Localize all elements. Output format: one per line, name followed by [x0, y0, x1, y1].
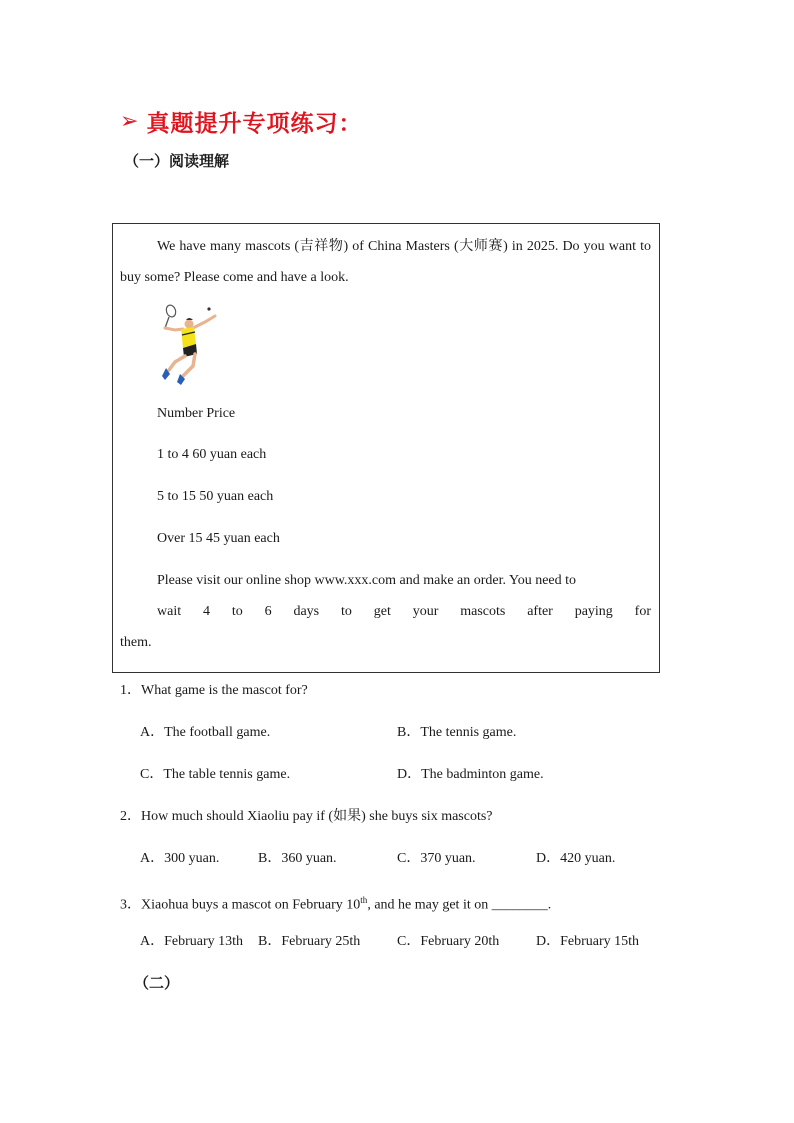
price-row: 5 to 15 50 yuan each: [157, 489, 274, 504]
question-3-option-a[interactable]: A．February 13th: [140, 934, 244, 949]
price-row: Over 15 45 yuan each: [157, 531, 280, 546]
intro-line-1: We have many mascots (吉祥物) of China Masters (大师赛) in 2025. Do: [157, 239, 580, 254]
question-3-option-c[interactable]: C．February 20th: [397, 934, 500, 949]
section-heading: [120, 105, 362, 138]
question-2-option-d[interactable]: D．420 yuan.: [536, 851, 616, 866]
price-table-header: Number Price: [157, 406, 236, 421]
ordinal-suffix: th: [360, 895, 368, 905]
question-2-option-a[interactable]: A．300 yuan.: [140, 851, 220, 866]
question-3-stem: [120, 890, 551, 916]
outro-line-3: them.: [120, 635, 152, 650]
reading-passage-box: [112, 223, 660, 673]
next-section-label: （二）: [134, 974, 180, 992]
question-1-option-b[interactable]: B．The tennis game.: [397, 725, 517, 740]
question-2-stem: 2．How much should Xiaoliu pay if (如果) she buys six mascots?: [120, 809, 493, 824]
question-3-option-d[interactable]: D．February 15th: [536, 934, 640, 949]
question-1-option-d[interactable]: D．The badminton game.: [397, 767, 544, 782]
badminton-player-icon: [153, 304, 223, 386]
question-2-option-b[interactable]: B．360 yuan.: [258, 851, 337, 866]
outro-line-1: Please visit our online shop www.xxx.com and make an order. You need to: [157, 573, 577, 588]
question-3-stem-text: 3．Xiaohua buys a mascot on February 10: [120, 897, 361, 913]
intro-line-2: you want to buy some? Please come and have a look.: [120, 239, 651, 285]
passage-intro: [120, 231, 651, 293]
question-1-option-c[interactable]: C．The table tennis game.: [140, 767, 291, 782]
arrow-bullet-icon: ➢: [120, 109, 139, 134]
question-2-option-c[interactable]: C．370 yuan.: [397, 851, 476, 866]
question-3-option-b[interactable]: B．February 25th: [258, 934, 361, 949]
passage-outro: [120, 565, 651, 658]
question-1-stem: 1．What game is the mascot for?: [120, 683, 308, 698]
price-row: 1 to 4 60 yuan each: [157, 447, 267, 462]
question-3-stem-blank: , and he may get it on ________.: [367, 897, 552, 913]
question-1-option-a[interactable]: A．The football game.: [140, 725, 271, 740]
section-label: （一）阅读理解: [124, 152, 230, 170]
heading-title: 真题提升专项练习：: [146, 111, 363, 137]
outro-line-2: wait 4 to 6 days to get your mascots after paying for: [157, 604, 651, 619]
